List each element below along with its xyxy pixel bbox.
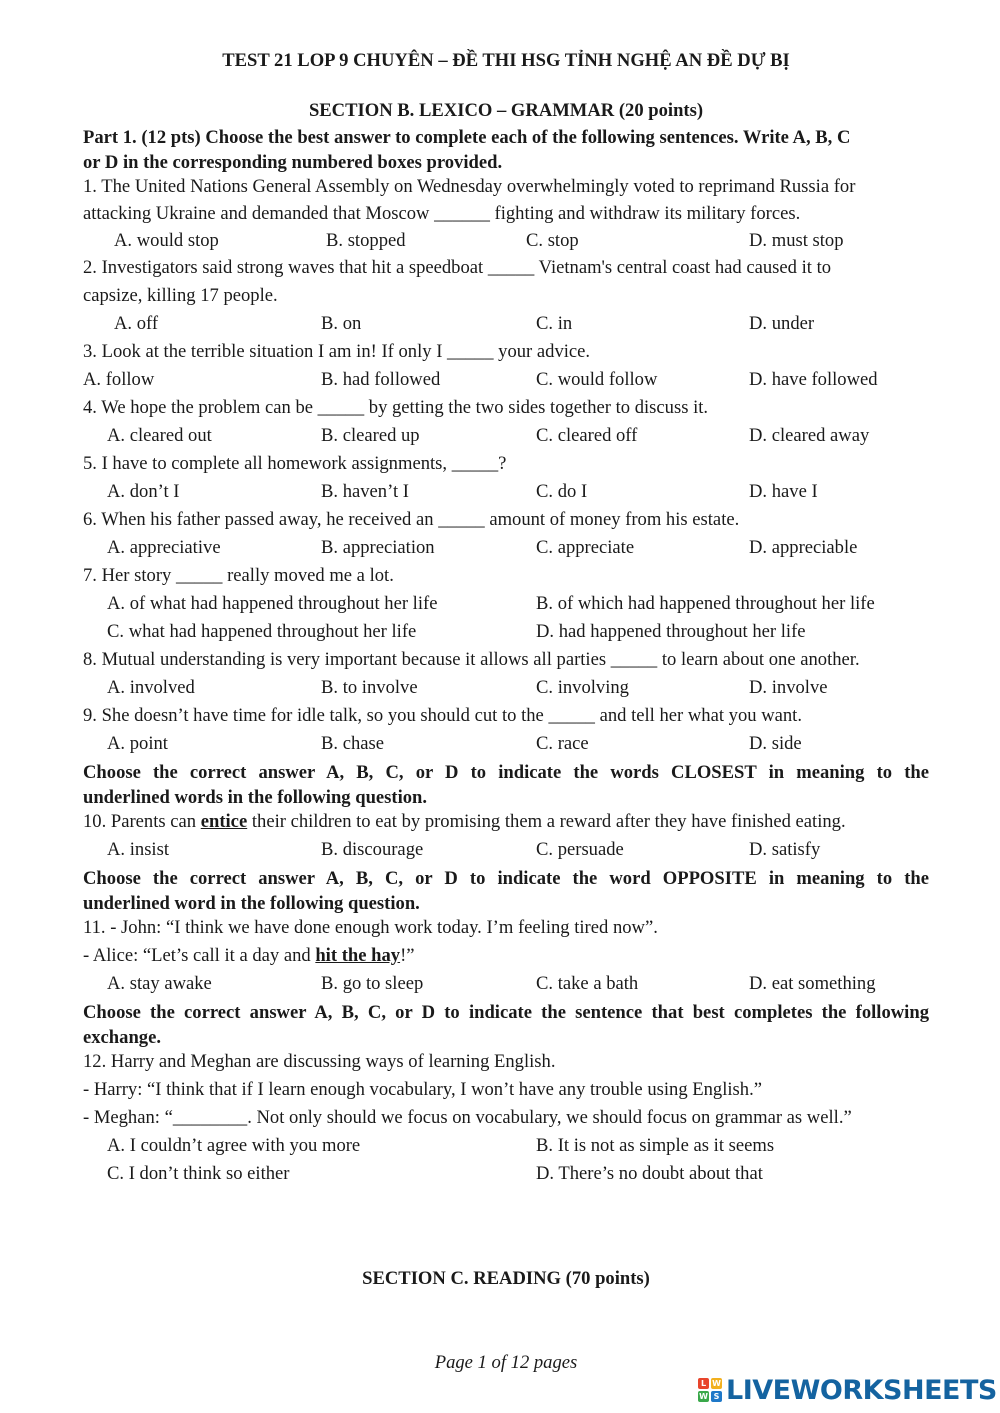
question-8: 8. Mutual understanding is very important because it allows all parties _____ to learn about one another. [83,649,860,670]
logo-mark-tile: W [699,1392,708,1401]
q10-text-post: their children to eat by promising them a reward after they have finished eating. [247,811,846,832]
question-7: 7. Her story _____ really moved me a lot. [83,565,394,586]
question-9: 9. She doesn’t have time for idle talk, so you should cut to the _____ and tell her what you want. [83,705,803,726]
q6-option-c[interactable]: C. appreciate [536,537,635,558]
question-1-line2: attacking Ukraine and demanded that Moscow ______ fighting and withdraw its military forces. [83,203,801,224]
logo-mark-tile: L [698,1378,709,1389]
section-c-heading: SECTION C. READING (70 points) [362,1268,650,1289]
q10-option-b[interactable]: B. discourage [321,839,424,860]
opposite-instruction-line2: underlined word in the following question. [83,893,420,914]
logo-mark-tile: W [712,1379,721,1388]
q4-option-b[interactable]: B. cleared up [321,425,420,446]
page-number-footer: Page 1 of 12 pages [434,1352,578,1373]
part1-instruction-line1: Part 1. (12 pts) Choose the best answer to complete each of the following sentences. Write A, B, C [83,127,851,148]
q11-text-post: !” [400,945,415,966]
opposite-instruction-line1: Choose the correct answer A, B, C, or D to indicate the word OPPOSITE in meaning to the [83,868,929,889]
q10-option-c[interactable]: C. persuade [536,839,624,860]
q11-option-a[interactable]: A. stay awake [107,973,212,994]
q7-option-b[interactable]: B. of which had happened throughout her life [536,593,875,614]
question-10 [83,811,846,833]
q7-option-d[interactable]: D. had happened throughout her life [536,621,806,642]
exchange-instruction-line1: Choose the correct answer A, B, C, or D to indicate the sentence that best completes the following [83,1002,929,1023]
question-12-line3: - Meghan: “________. Not only should we focus on vocabulary, we should focus on grammar as well.” [83,1107,852,1128]
logo-mark-tile: S [711,1391,722,1402]
q6-option-a[interactable]: A. appreciative [107,537,221,558]
q8-option-a[interactable]: A. involved [107,677,195,698]
question-5: 5. I have to complete all homework assignments, _____? [83,453,507,474]
q7-option-c[interactable]: C. what had happened throughout her life [107,621,417,642]
q1-option-c[interactable]: C. stop [526,230,579,251]
closest-instruction-line2: underlined words in the following question. [83,787,428,808]
question-12-line2: - Harry: “I think that if I learn enough vocabulary, I won’t have any trouble using English.” [83,1079,762,1100]
q11-text-pre: - Alice: “Let’s call it a day and [83,945,316,966]
question-12-line1: 12. Harry and Meghan are discussing ways of learning English. [83,1051,556,1072]
q4-option-c[interactable]: C. cleared off [536,425,638,446]
q3-option-c[interactable]: C. would follow [536,369,658,390]
q2-option-c[interactable]: C. in [536,313,573,334]
q10-underlined-word: entice [200,811,248,832]
q12-option-a[interactable]: A. I couldn’t agree with you more [107,1135,361,1156]
question-1-line1: 1. The United Nations General Assembly on Wednesday overwhelmingly voted to reprimand Russia for [83,176,856,197]
q11-underlined-phrase: hit the hay [315,945,401,966]
q4-option-d[interactable]: D. cleared away [749,425,870,446]
q6-option-b[interactable]: B. appreciation [321,537,435,558]
q4-option-a[interactable]: A. cleared out [107,425,212,446]
q8-option-d[interactable]: D. involve [749,677,828,698]
test-title: TEST 21 LOP 9 CHUYÊN – ĐỀ THI HSG TỈNH NGHỆ AN ĐỀ DỰ BỊ [222,50,790,71]
q7-option-a[interactable]: A. of what had happened throughout her life [107,593,438,614]
q5-option-d[interactable]: D. have I [749,481,818,502]
question-2-line1: 2. Investigators said strong waves that hit a speedboat _____ Vietnam's central coast had caused it to [83,257,832,278]
q9-option-c[interactable]: C. race [536,733,589,754]
q2-option-d[interactable]: D. under [749,313,815,334]
q12-option-d[interactable]: D. There’s no doubt about that [536,1163,763,1184]
q9-option-a[interactable]: A. point [107,733,168,754]
question-2-line2: capsize, killing 17 people. [83,285,278,306]
question-3: 3. Look at the terrible situation I am in! If only I _____ your advice. [83,341,591,362]
liveworksheets-logo [698,1375,997,1405]
question-6: 6. When his father passed away, he received an _____ amount of money from his estate. [83,509,740,530]
q10-option-a[interactable]: A. insist [107,839,169,860]
q5-option-c[interactable]: C. do I [536,481,588,502]
q9-option-b[interactable]: B. chase [321,733,384,754]
q1-option-b[interactable]: B. stopped [326,230,406,251]
q3-option-a[interactable]: A. follow [83,369,155,390]
q6-option-d[interactable]: D. appreciable [749,537,858,558]
q10-text-pre: 10. Parents can [83,811,201,832]
q5-option-b[interactable]: B. haven’t I [321,481,409,502]
liveworksheets-mark-icon [698,1378,722,1402]
q9-option-d[interactable]: D. side [749,733,802,754]
q3-option-d[interactable]: D. have followed [749,369,878,390]
section-b-heading: SECTION B. LEXICO – GRAMMAR (20 points) [308,100,704,121]
q1-option-a[interactable]: A. would stop [114,230,219,251]
question-11-line1: 11. - John: “I think we have done enough work today. I’m feeling tired now”. [83,917,658,938]
q2-option-b[interactable]: B. on [321,313,362,334]
q12-option-c[interactable]: C. I don’t think so either [107,1163,290,1184]
q11-option-c[interactable]: C. take a bath [536,973,639,994]
q3-option-b[interactable]: B. had followed [321,369,441,390]
liveworksheets-wordmark: LIVEWORKSHEETS [726,1374,997,1406]
q1-option-d[interactable]: D. must stop [749,230,844,251]
q12-option-b[interactable]: B. It is not as simple as it seems [536,1135,775,1156]
closest-instruction-line1: Choose the correct answer A, B, C, or D to indicate the words CLOSEST in meaning to the [83,762,929,783]
q11-option-d[interactable]: D. eat something [749,973,876,994]
exchange-instruction-line2: exchange. [83,1027,161,1048]
question-11-line2 [83,945,415,967]
q8-option-c[interactable]: C. involving [536,677,629,698]
q8-option-b[interactable]: B. to involve [321,677,418,698]
q5-option-a[interactable]: A. don’t I [107,481,180,502]
question-4: 4. We hope the problem can be _____ by getting the two sides together to discuss it. [83,397,709,418]
q2-option-a[interactable]: A. off [114,313,159,334]
q11-option-b[interactable]: B. go to sleep [321,973,424,994]
part1-instruction-line2: or D in the corresponding numbered boxes provided. [83,152,503,173]
q10-option-d[interactable]: D. satisfy [749,839,821,860]
